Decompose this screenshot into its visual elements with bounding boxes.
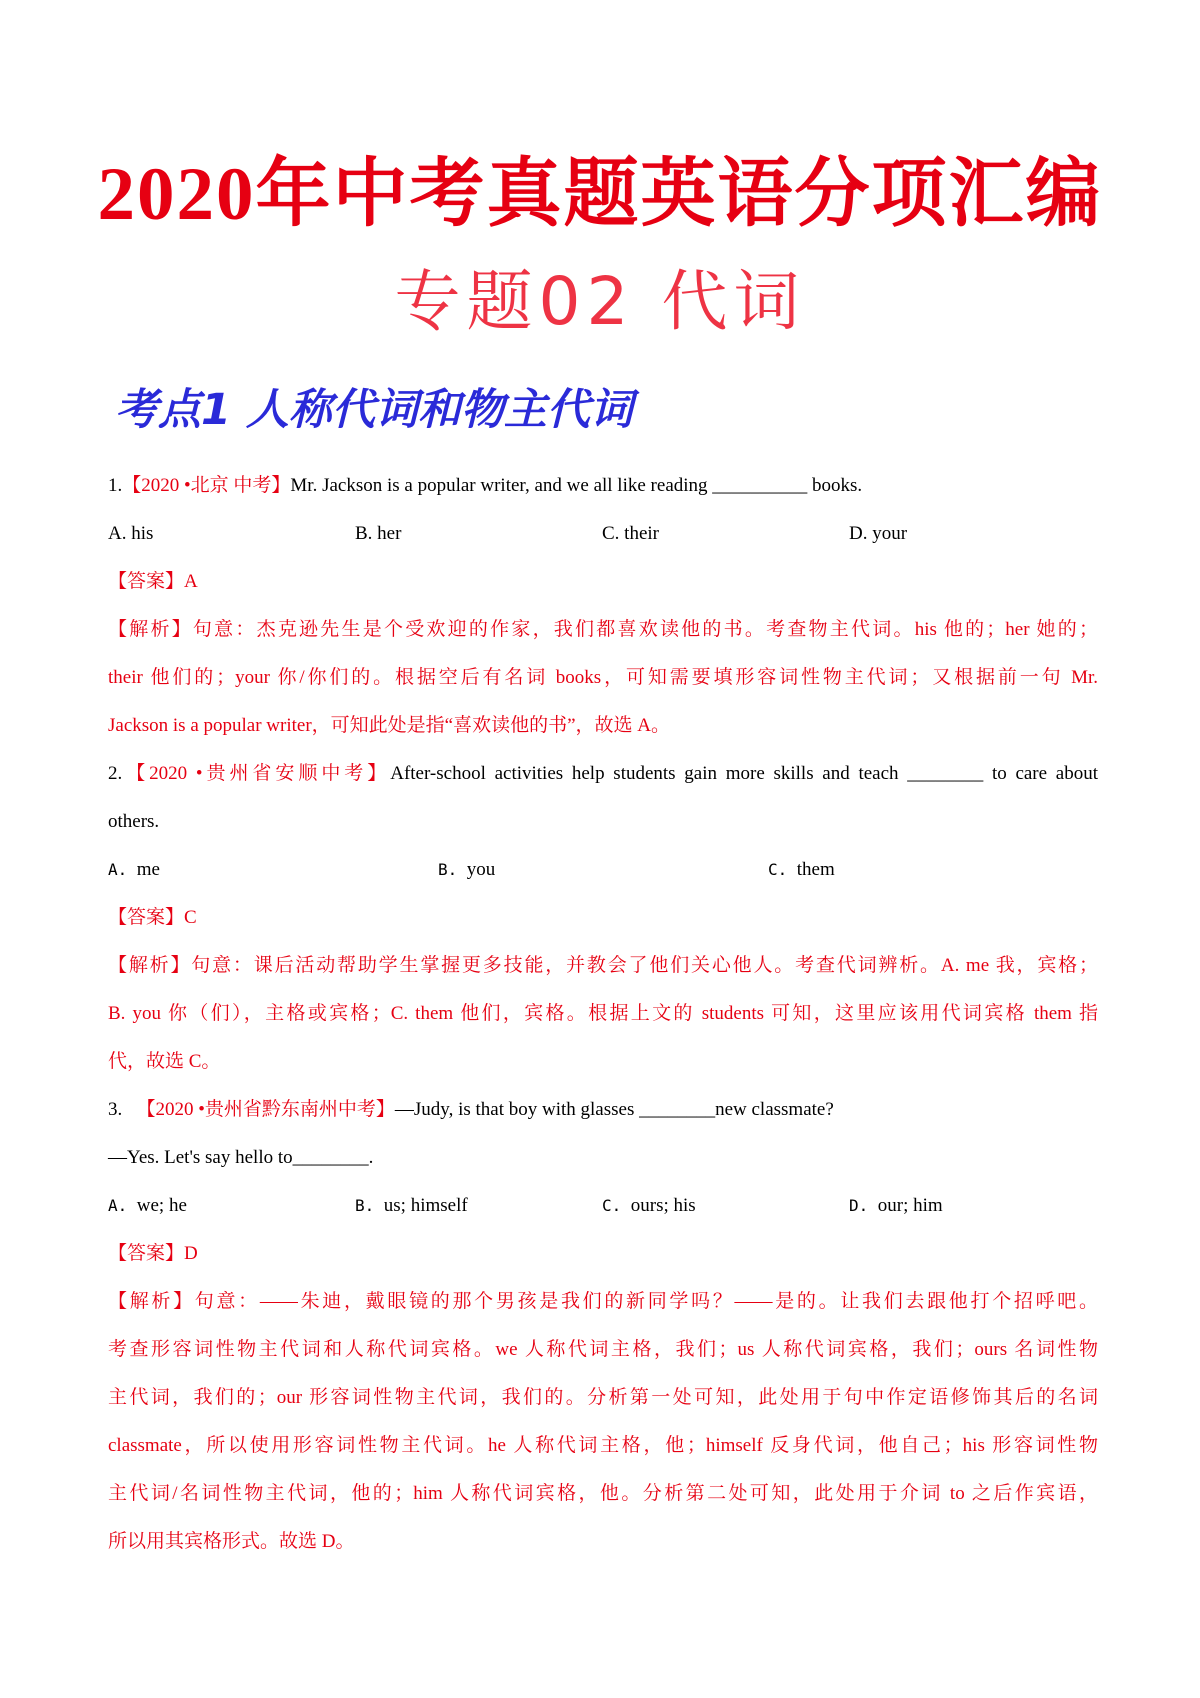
- question-1-answer: 【答案】A: [108, 571, 198, 592]
- question-2-stem: [108, 750, 1098, 798]
- analysis-line: 考查形容词性物主代词和人称代词宾格。we 人称代词主格，我们；us 人称代词宾格，我们；ours 名词性物: [108, 1339, 1098, 1360]
- analysis-line: 【解析】句意：杰克逊先生是个受欢迎的作家，我们都喜欢读他的书。考查物主代词。his 他的；her 她的；: [108, 619, 1098, 640]
- analysis-line: Jackson is a popular writer，可知此处是指“喜欢读他的书”，故选 A。: [108, 715, 671, 736]
- analysis-line: B. you 你（们），主格或宾格；C. them 他们，宾格。根据上文的 students 可知，这里应该用代词宾格 them 指: [108, 1003, 1098, 1024]
- main-title: 2020年中考真题英语分项汇编: [97, 153, 1103, 236]
- question-source: 【2020 •贵州省安顺中考】: [122, 763, 391, 784]
- option-a: A. we; he: [108, 1195, 187, 1216]
- question-3-stem: [108, 1086, 1098, 1134]
- section-title: 考点1 人称代词和物主代词: [115, 385, 633, 435]
- option-b: B. her: [355, 523, 402, 544]
- question-3-options: [108, 1182, 1098, 1230]
- option-b: B. you: [438, 859, 496, 880]
- analysis-line: 主代词/名词性物主代词，他的；him 人称代词宾格，他。分析第二处可知，此处用于介词 to 之后作宾语，: [108, 1483, 1098, 1504]
- question-number: 2.: [108, 763, 123, 784]
- question-2-answer: 【答案】C: [108, 907, 197, 928]
- question-text: Mr. Jackson is a popular writer, and we all like reading __________ books.: [290, 475, 863, 496]
- question-3-answer: 【答案】D: [108, 1243, 198, 1264]
- analysis-line: classmate，所以使用形容词性物主代词。he 人称代词主格，他；himself 反身代词，他自己；his 形容词性物: [108, 1435, 1098, 1456]
- question-source: 【2020 •北京 中考】: [122, 475, 291, 496]
- option-b: B. us; himself: [355, 1195, 468, 1216]
- question-source: 【2020 •贵州省黔东南州中考】: [136, 1099, 395, 1120]
- question-text: After-school activities help students gain more skills and teach ________ to care about: [390, 763, 1098, 784]
- option-c: C. ours; his: [602, 1195, 696, 1216]
- option-c: C. them: [768, 859, 835, 880]
- question-1-stem: [108, 462, 1098, 510]
- question-1-options: [108, 510, 1098, 558]
- analysis-line: 主代词，我们的；our 形容词性物主代词，我们的。分析第一处可知，此处用于句中作定语修饰其后的名词: [108, 1387, 1098, 1408]
- question-2-options: [108, 846, 1098, 894]
- option-a: A. his: [108, 523, 154, 544]
- analysis-line: 【解析】句意：课后活动帮助学生掌握更多技能，并教会了他们关心他人。考查代词辨析。A. me 我，宾格；: [108, 955, 1098, 976]
- question-text: —Judy, is that boy with glasses ________new classmate?: [394, 1099, 834, 1120]
- analysis-line: 代，故选 C。: [108, 1051, 221, 1072]
- analysis-line: 【解析】句意：——朱迪，戴眼镜的那个男孩是我们的新同学吗？——是的。让我们去跟他打个招呼吧。: [108, 1291, 1098, 1312]
- question-content: [108, 462, 1098, 1566]
- option-d: D. our; him: [849, 1195, 943, 1216]
- sub-title: 专题02 代词: [394, 263, 806, 340]
- question-3-stem-continued: —Yes. Let's say hello to________.: [108, 1147, 374, 1168]
- analysis-line: their 他们的；your 你/你们的。根据空后有名词 books，可知需要填形容词性物主代词；又根据前一句 Mr.: [108, 667, 1098, 688]
- option-d: D. your: [849, 523, 908, 544]
- question-number: 3.: [108, 1099, 123, 1120]
- option-c: C. their: [602, 523, 659, 544]
- question-2-stem-continued: others.: [108, 811, 160, 832]
- analysis-line: 所以用其宾格形式。故选 D。: [108, 1531, 355, 1552]
- question-number: 1.: [108, 475, 123, 496]
- option-a: A. me: [108, 859, 160, 880]
